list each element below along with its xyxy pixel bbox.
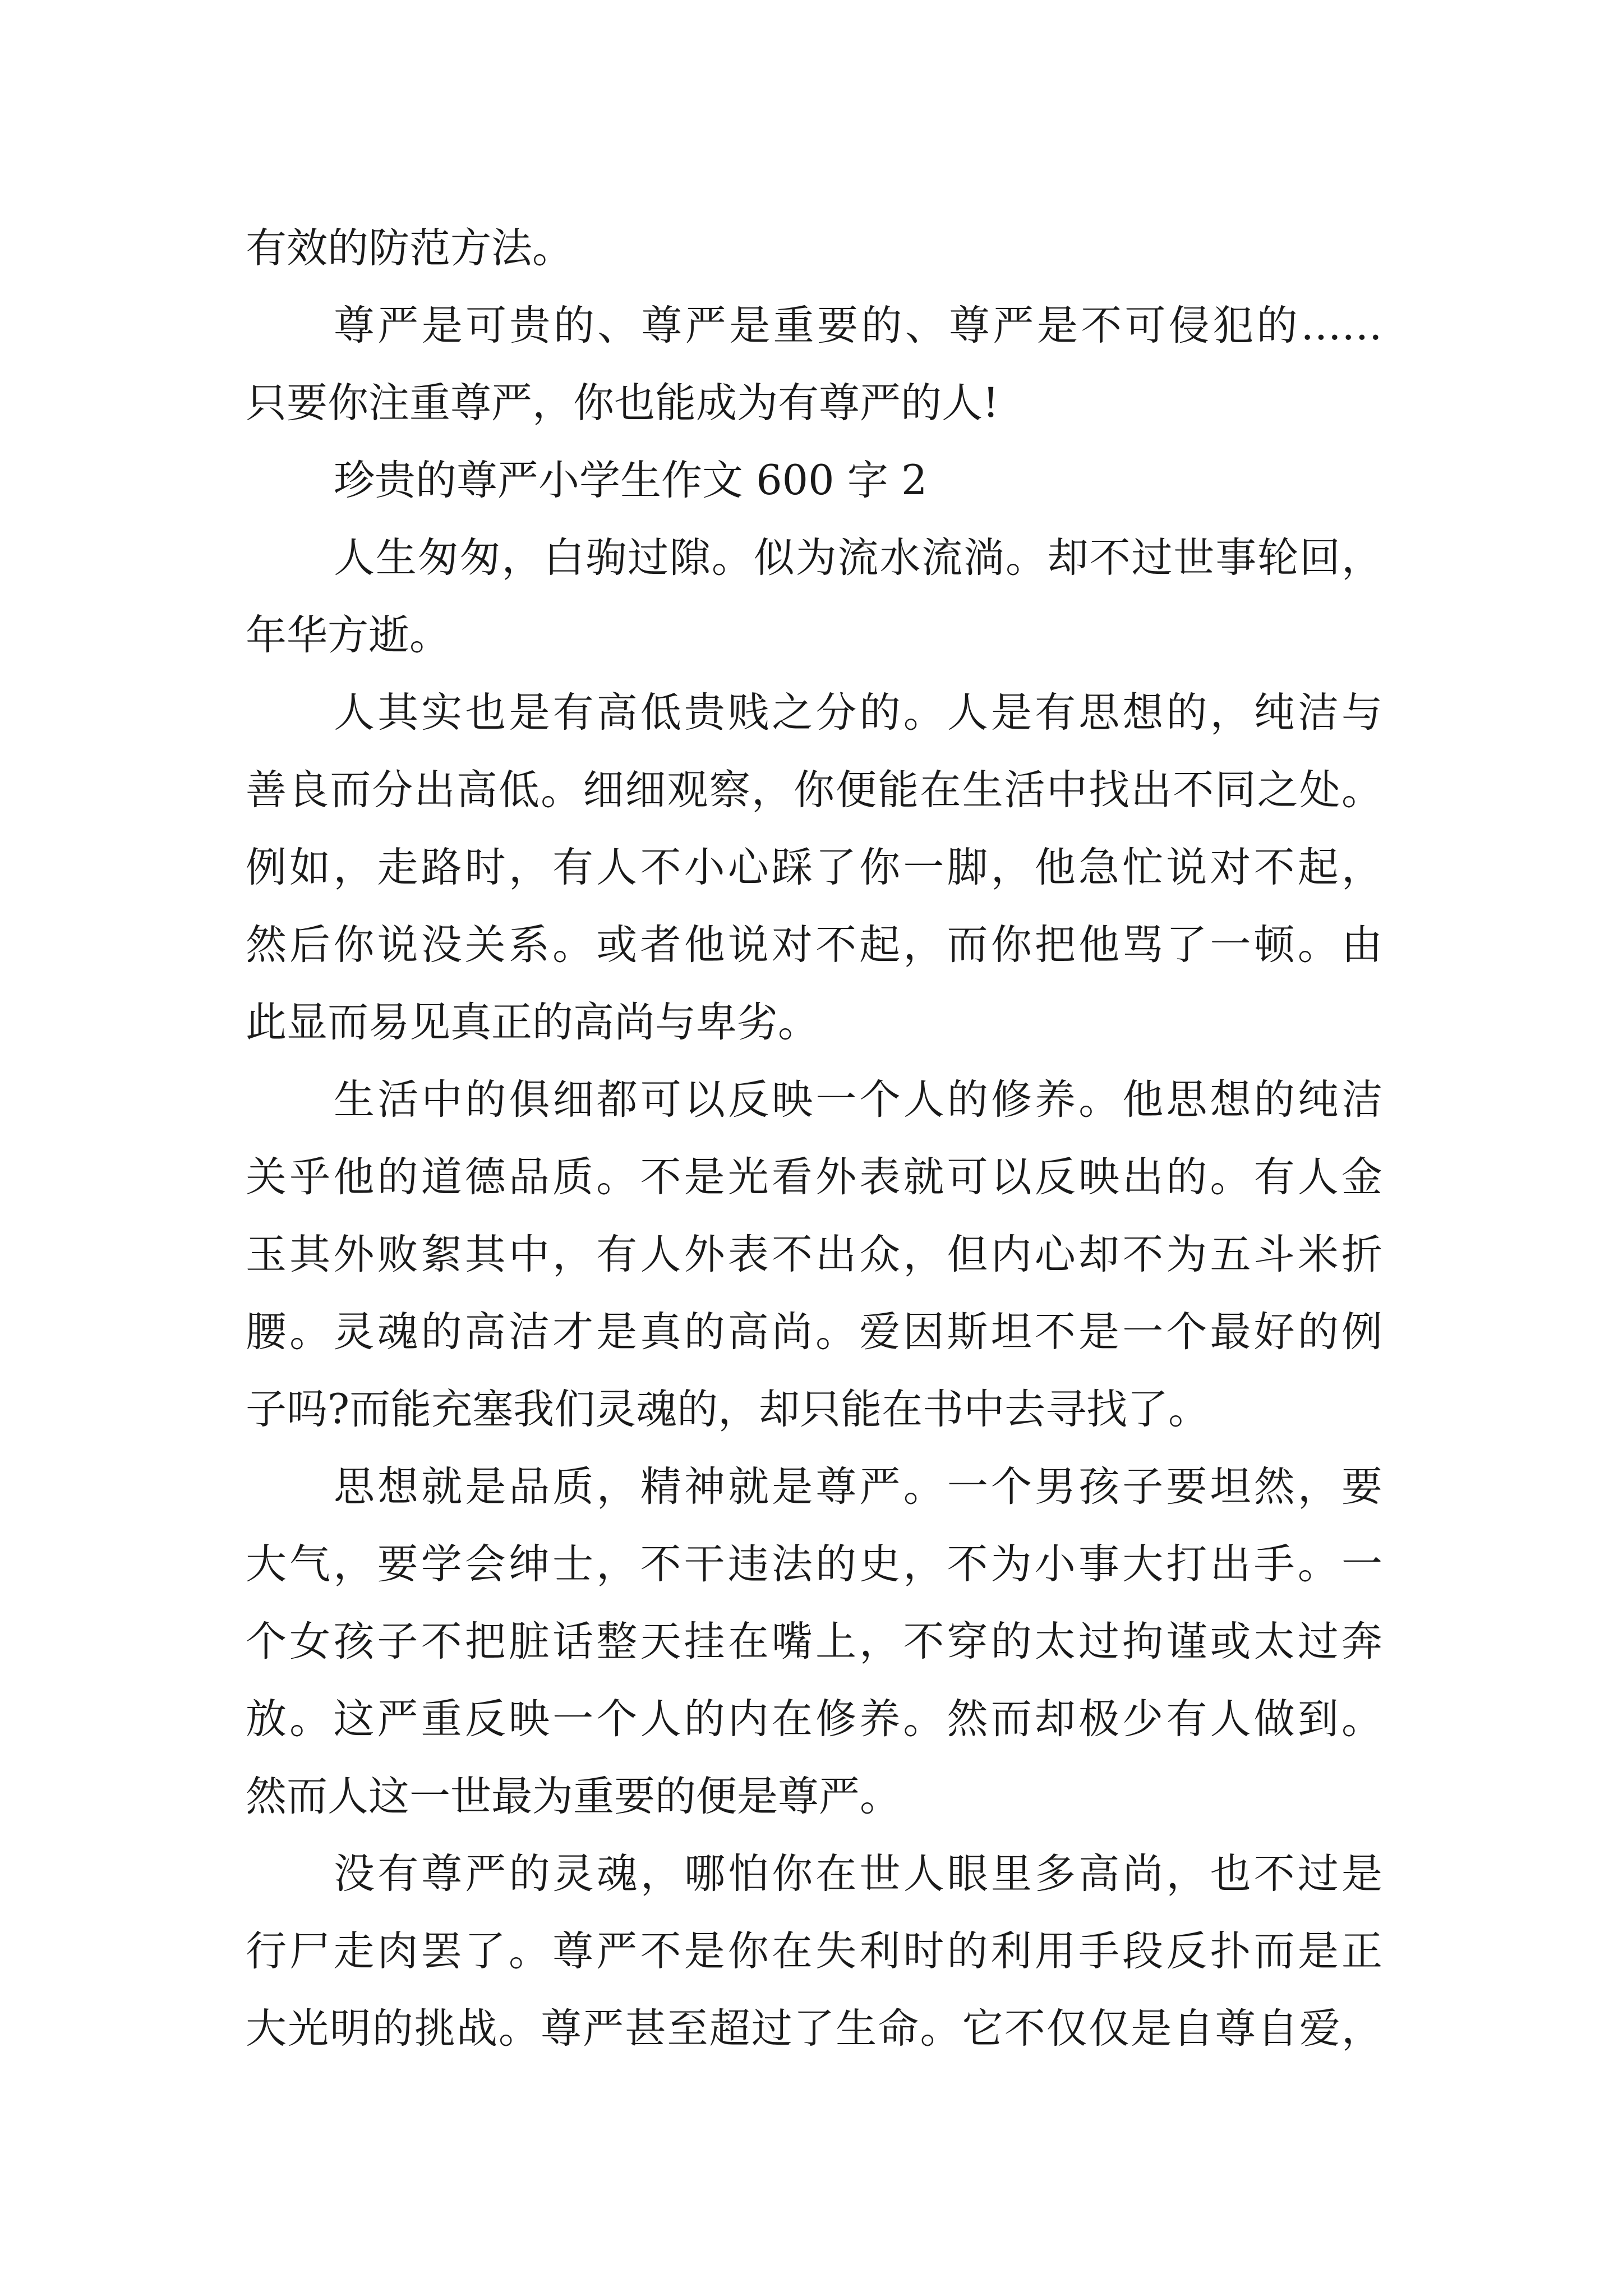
text-line: 尊严是可贵的、尊严是重要的、尊严是不可侵犯的…… xyxy=(334,302,1382,349)
text-line: 人其实也是有高低贵贱之分的。人是有思想的，纯洁与 xyxy=(334,689,1382,737)
text-line: 人生匆匆，白驹过隙。似为流水流淌。却不过世事轮回， xyxy=(334,534,1382,582)
heading: 珍贵的尊严小学生作文 600 字 2 xyxy=(334,457,928,504)
text-line: 善良而分出高低。细细观察，你便能在生活中找出不同之处。 xyxy=(246,766,1382,814)
text-line: 玉其外败絮其中，有人外表不出众，但内心却不为五斗米折 xyxy=(246,1231,1382,1278)
text-line: 然后你说没关系。或者他说对不起，而你把他骂了一顿。由 xyxy=(246,921,1382,969)
text-line: 腰。灵魂的高洁才是真的高尚。爱因斯坦不是一个最好的例 xyxy=(246,1308,1382,1356)
text-line: 只要你注重尊严，你也能成为有尊严的人! xyxy=(246,379,999,427)
text-line: 有效的防范方法。 xyxy=(246,224,573,272)
text-line: 思想就是品质，精神就是尊严。一个男孩子要坦然，要 xyxy=(334,1463,1382,1511)
text-line: 生活中的俱细都可以反映一个人的修养。他思想的纯洁 xyxy=(334,1076,1382,1124)
text-line: 例如，走路时，有人不小心踩了你一脚，他急忙说对不起， xyxy=(246,844,1382,891)
text-line: 个女孩子不把脏话整天挂在嘴上，不穿的太过拘谨或太过奔 xyxy=(246,1618,1382,1665)
text-line: 大气，要学会绅士，不干违法的史，不为小事大打出手。一 xyxy=(246,1540,1382,1588)
text-line: 关乎他的道德品质。不是光看外表就可以反映出的。有人金 xyxy=(246,1153,1382,1201)
text-line: 年华方逝。 xyxy=(246,611,450,659)
text-line: 然而人这一世最为重要的便是尊严。 xyxy=(246,1773,901,1820)
text-line: 没有尊严的灵魂，哪怕你在世人眼里多高尚，也不过是 xyxy=(334,1850,1382,1898)
text-line: 子吗?而能充塞我们灵魂的，却只能在书中去寻找了。 xyxy=(246,1386,1210,1433)
text-line: 大光明的挑战。尊严甚至超过了生命。它不仅仅是自尊自爱， xyxy=(246,2005,1382,2053)
text-line: 此显而易见真正的高尚与卑劣。 xyxy=(246,999,819,1046)
text-line: 放。这严重反映一个人的内在修养。然而却极少有人做到。 xyxy=(246,1695,1382,1743)
text-line: 行尸走肉罢了。尊严不是你在失利时的利用手段反扑而是正 xyxy=(246,1927,1382,1975)
